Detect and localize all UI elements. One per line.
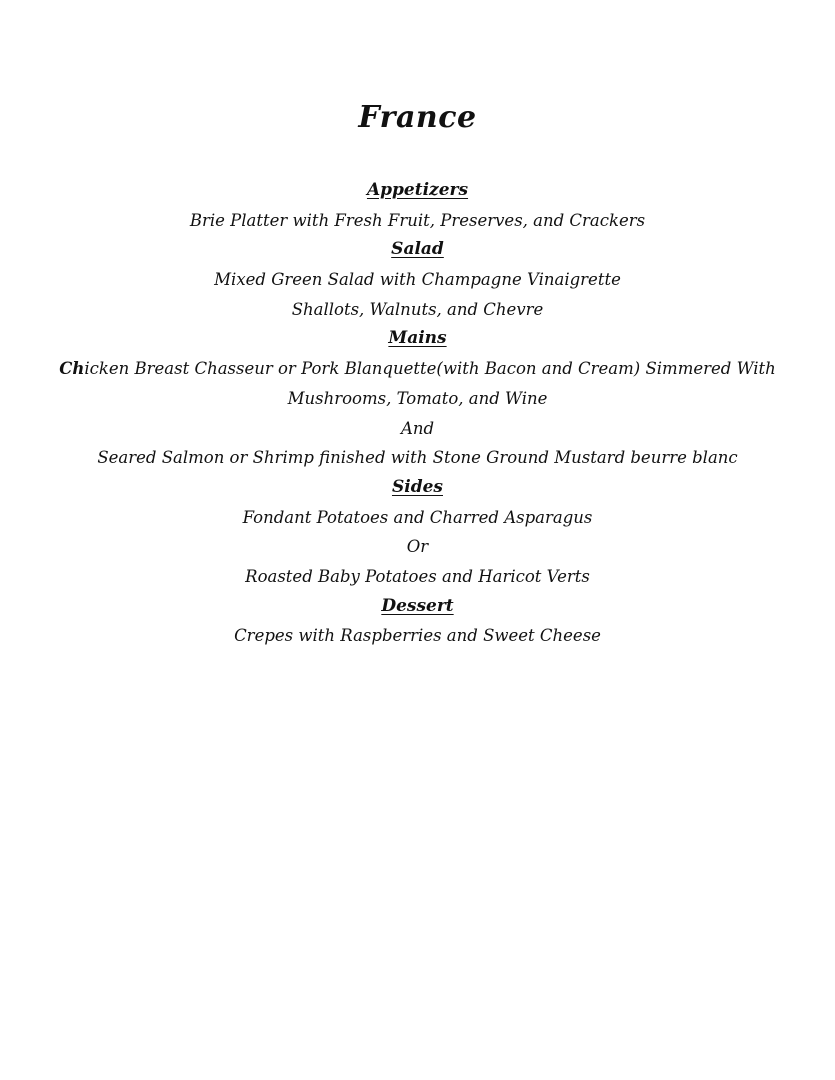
mains-item-2: Seared Salmon or Shrimp finished with Stone Ground Mustard beurre blanc — [97, 448, 738, 468]
sides-item-2: Roasted Baby Potatoes and Haricot Verts — [245, 566, 590, 586]
sides-connector: Or — [406, 537, 429, 557]
appetizers-item: Brie Platter with Fresh Fruit, Preserves, and Crackers — [189, 210, 646, 230]
salad-item: Mixed Green Salad with Champagne Vinaigrette — [214, 270, 621, 290]
menu-title: France — [358, 100, 477, 135]
sides-heading: Sides — [391, 476, 443, 497]
mains-heading: Mains — [388, 328, 447, 349]
dessert-heading: Dessert — [381, 595, 454, 616]
menu-body — [0, 176, 835, 651]
sides-item: Fondant Potatoes and Charred Asparagus — [242, 507, 593, 527]
mains-item-rest: icken Breast Chasseur or Pork Blanquette(with Bacon and Cream) Simmered With — [84, 359, 776, 379]
mains-connector: And — [400, 418, 435, 438]
mains-item-lead: Ch — [59, 359, 85, 379]
mains-item — [0, 354, 835, 384]
mains-item-detail: Mushrooms, Tomato, and Wine — [287, 388, 548, 408]
salad-item-detail: Shallots, Walnuts, and Chevre — [291, 299, 544, 319]
salad-heading: Salad — [391, 239, 444, 260]
dessert-item: Crepes with Raspberries and Sweet Cheese — [234, 626, 601, 646]
appetizers-heading: Appetizers — [366, 180, 469, 200]
